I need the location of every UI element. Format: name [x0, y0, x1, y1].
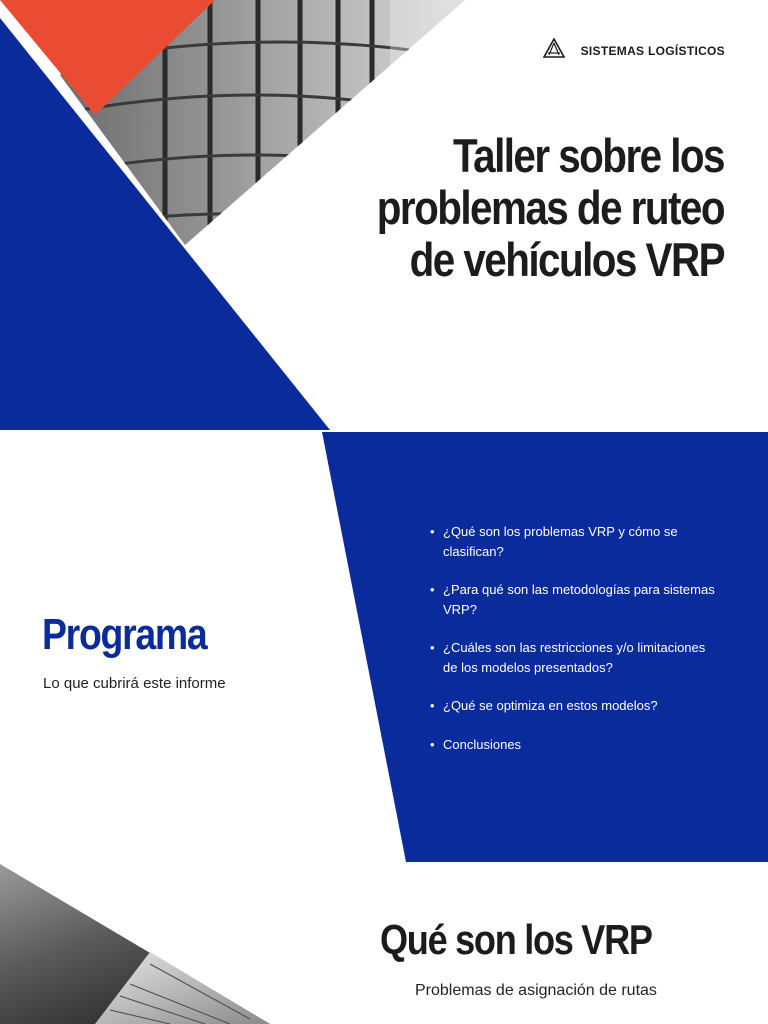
slide-title: [0, 0, 768, 430]
slide-program: [0, 432, 768, 862]
section-subtitle: Problemas de asignación de rutas: [415, 982, 657, 999]
agenda-item: • ¿Para qué son las metodologías para sistemas VRP?: [430, 580, 720, 619]
title-line-1: Taller sobre los: [452, 129, 724, 182]
page-title: [346, 130, 724, 286]
agenda-list: [430, 522, 720, 773]
brand-label: SISTEMAS LOGÍSTICOS: [580, 43, 725, 58]
agenda-item: • Conclusiones: [430, 735, 720, 755]
program-title: Programa: [42, 610, 207, 659]
agenda-item: • ¿Qué se optimiza en estos modelos?: [430, 696, 720, 716]
agenda-item: • ¿Cuáles son las restricciones y/o limitaciones de los modelos presentados?: [430, 638, 720, 677]
section-title: Qué son los VRP: [380, 916, 652, 963]
program-subtitle: Lo que cubrirá este informe: [43, 675, 226, 692]
brand: [543, 38, 725, 63]
title-line-2: problemas de ruteo: [376, 181, 724, 234]
title-line-3: de vehículos VRP: [409, 233, 724, 286]
building-photo-bottom: [0, 864, 270, 1024]
agenda-item: • ¿Qué son los problemas VRP y cómo se clasifican?: [430, 522, 720, 561]
slide-what-is-vrp: [0, 864, 768, 1024]
triangle-logo-icon: [543, 38, 565, 63]
